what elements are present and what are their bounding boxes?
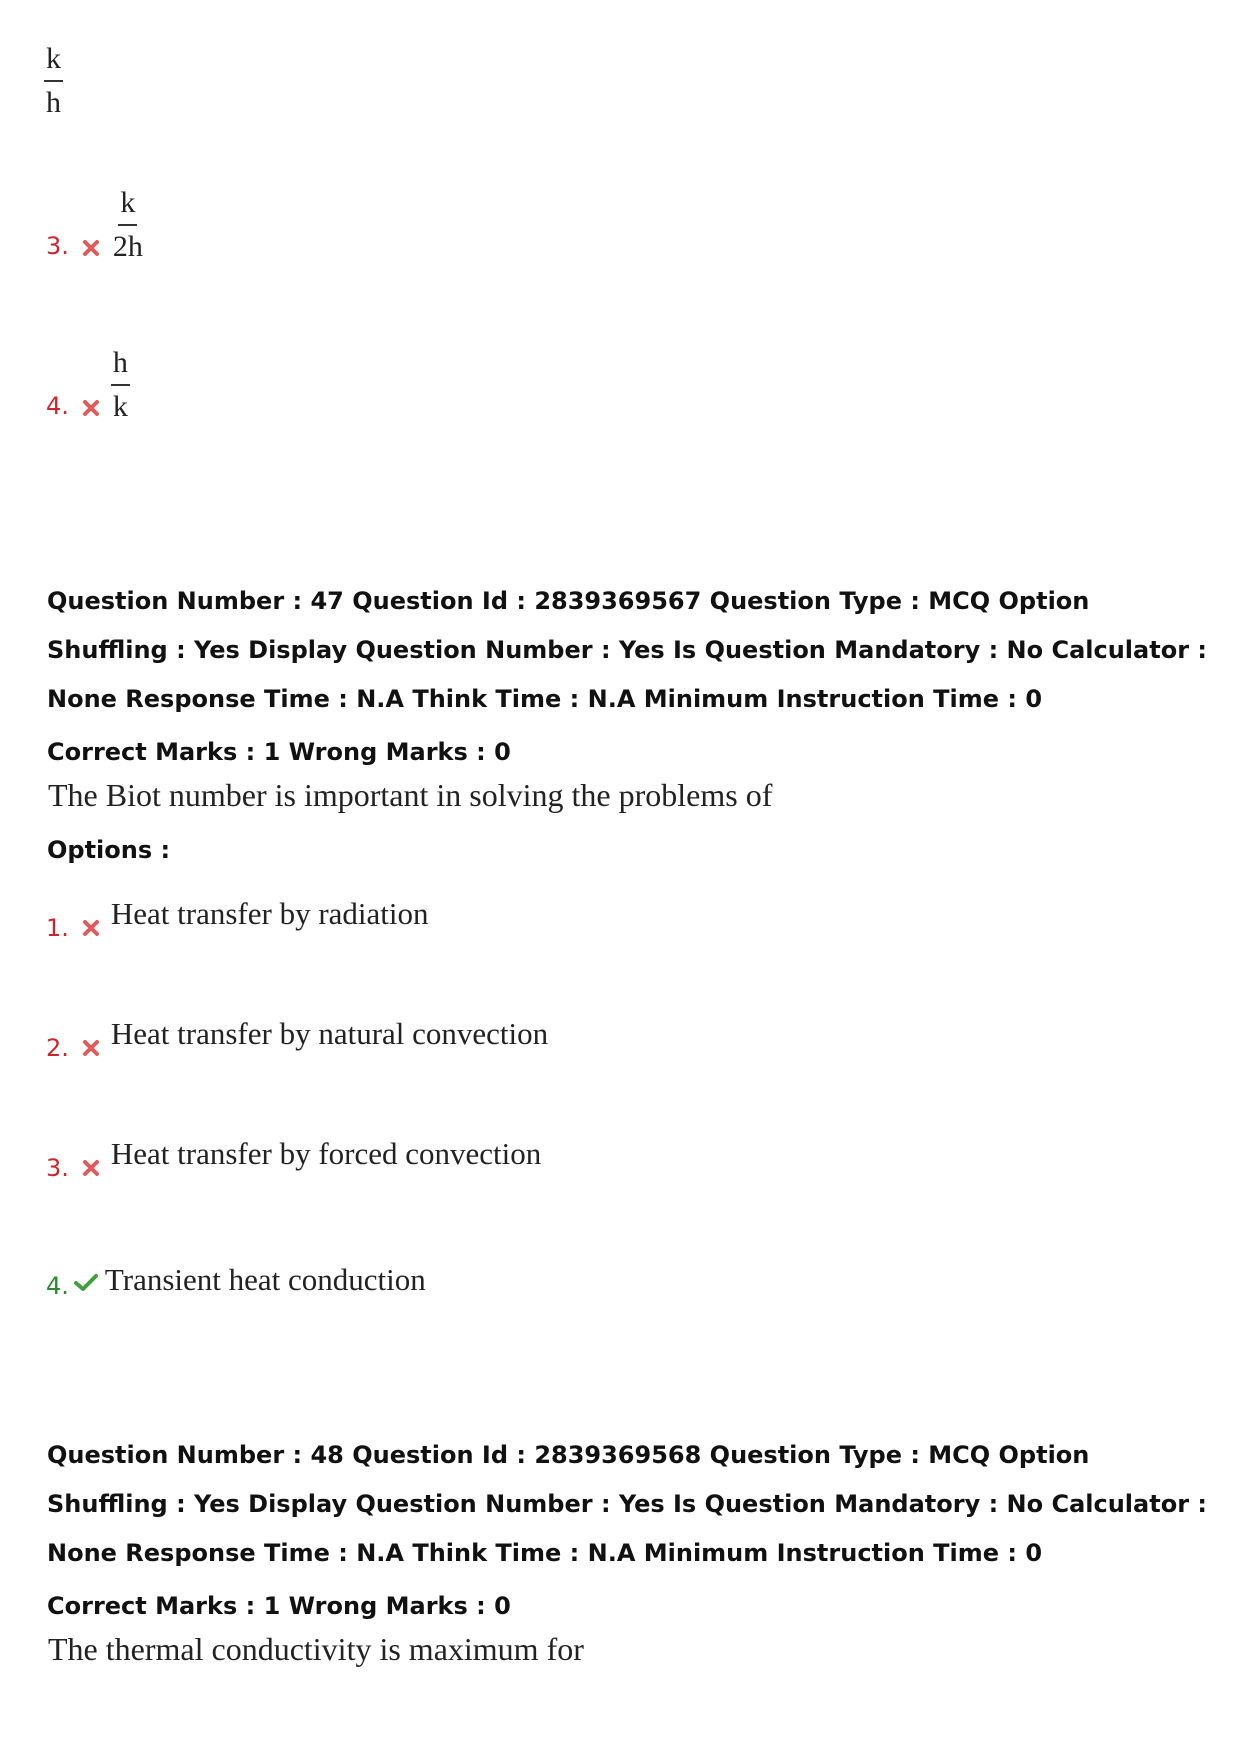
cross-icon [81, 238, 101, 258]
option-text: Heat transfer by forced convection [110, 1136, 542, 1171]
prev-option-4 [46, 348, 130, 422]
option-fraction [111, 188, 145, 262]
fraction-denominator: k [112, 390, 128, 423]
question-48-meta: Question Number : 48 Question Id : 2839369568 Question Type : MCQ Option Shuffling : Yes Display Question Number : Yes Is Question Mandatory : No Calculator : None Response Time : N.A Think Time : N.A Minimum Instruction Time : 0 [47, 1441, 1207, 1567]
option-fraction [111, 348, 130, 422]
option-number: 3. [46, 1154, 69, 1182]
question-47-text: The Biot number is important in solving the problems of [48, 777, 773, 813]
q47-option-1 [46, 892, 429, 942]
cross-icon [81, 398, 101, 418]
option-number: 4. [46, 1272, 69, 1300]
option-number: 1. [46, 914, 69, 942]
question-48-marks: Correct Marks : 1 Wrong Marks : 0 [47, 1592, 511, 1620]
question-47-marks: Correct Marks : 1 Wrong Marks : 0 [47, 738, 511, 766]
fraction-numerator: h [111, 348, 130, 386]
option-number: 4. [46, 392, 69, 420]
q47-option-2 [46, 1012, 548, 1062]
cross-icon [81, 1038, 101, 1058]
q47-option-4 [46, 1262, 426, 1300]
prev-option-3 [46, 188, 145, 262]
option-fraction [44, 44, 63, 118]
options-label: Options : [47, 836, 171, 864]
check-icon [73, 1273, 99, 1293]
question-48-text: The thermal conductivity is maximum for [48, 1631, 584, 1667]
cross-icon [81, 918, 101, 938]
fraction-numerator: k [44, 44, 63, 82]
option-text: Heat transfer by radiation [110, 896, 429, 931]
cross-icon [81, 1158, 101, 1178]
fraction-denominator: h [46, 86, 61, 119]
fraction-denominator: 2h [112, 230, 143, 263]
option-number: 3. [46, 232, 69, 260]
option-text: Transient heat conduction [104, 1262, 426, 1297]
option-text: Heat transfer by natural convection [110, 1016, 549, 1051]
fraction-numerator: k [118, 188, 137, 226]
question-47-meta: Question Number : 47 Question Id : 2839369567 Question Type : MCQ Option Shuffling : Yes Display Question Number : Yes Is Question Mandatory : No Calculator : None Response Time : N.A Think Time : N.A Minimum Instruction Time : 0 [47, 587, 1207, 713]
option-number: 2. [46, 1034, 69, 1062]
q47-option-3 [46, 1132, 541, 1182]
